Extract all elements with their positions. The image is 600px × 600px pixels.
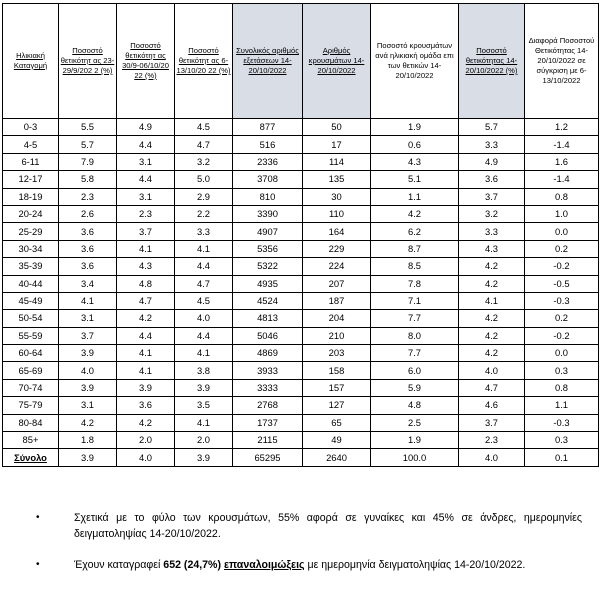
column-header-text: Ποσοστό κρουσμάτων ανά ηλικιακή ομάδα επι των θετικών 14-20/10/2022 [375,41,454,80]
value-cell: 516 [233,136,303,153]
value-cell: 3.7 [117,223,175,240]
value-cell: 17 [303,136,371,153]
value-cell: 4.3 [371,153,459,170]
value-cell: 7.7 [371,310,459,327]
value-cell: 3.6 [117,397,175,414]
value-cell: 2336 [233,153,303,170]
value-cell: 3.9 [59,345,117,362]
value-cell: 4.2 [59,414,117,431]
value-cell: 3.1 [117,188,175,205]
table-row [3,327,599,344]
value-cell: 1.1 [525,397,599,414]
table-row [3,379,599,396]
value-cell: 1.6 [525,153,599,170]
value-cell: 3.4 [59,275,117,292]
value-cell: 110 [303,205,371,222]
column-header-5 [303,4,371,119]
value-cell: 4.7 [459,379,525,396]
value-cell: 2.0 [175,432,233,449]
age-group-cell: 50-54 [3,310,59,327]
value-cell: -0.2 [525,258,599,275]
table-row [3,397,599,414]
value-cell: 3333 [233,379,303,396]
value-cell: 3.6 [59,223,117,240]
age-group-cell: 4-5 [3,136,59,153]
value-cell: 1.0 [525,205,599,222]
value-cell: 1.8 [59,432,117,449]
age-group-cell: 45-49 [3,292,59,309]
value-cell: 3.9 [59,379,117,396]
total-value-cell: 65295 [233,449,303,466]
value-cell: 810 [233,188,303,205]
value-cell: 4.1 [117,362,175,379]
value-cell: 4813 [233,310,303,327]
value-cell: 229 [303,240,371,257]
value-cell: 4.4 [117,136,175,153]
value-cell: 30 [303,188,371,205]
reinfection-term: επαναλοιμώξεις [223,559,305,571]
value-cell: 4.9 [459,153,525,170]
value-cell: 4.1 [175,414,233,431]
column-header-2 [117,4,175,119]
value-cell: 127 [303,397,371,414]
value-cell: 1.2 [525,119,599,136]
value-cell: 0.0 [525,345,599,362]
value-cell: 157 [303,379,371,396]
table-body [3,119,599,467]
value-cell: 5046 [233,327,303,344]
value-cell: 5356 [233,240,303,257]
value-cell: 4.8 [117,275,175,292]
value-cell: 4.4 [117,327,175,344]
table-row [3,119,599,136]
reinfection-suffix: με ημερομηνία δειγματοληψίας 14-20/10/2022. [304,559,526,571]
value-cell: 50 [303,119,371,136]
value-cell: 4.1 [175,240,233,257]
value-cell: 7.9 [59,153,117,170]
total-row [3,449,599,466]
value-cell: 7.8 [371,275,459,292]
value-cell: 4.1 [117,345,175,362]
total-value-cell: 4.0 [459,449,525,466]
value-cell: 4.4 [175,327,233,344]
value-cell: 3.1 [59,397,117,414]
table-row [3,240,599,257]
value-cell: 4.5 [175,292,233,309]
table-row [3,258,599,275]
value-cell: 1.1 [371,188,459,205]
value-cell: 114 [303,153,371,170]
value-cell: 0.8 [525,379,599,396]
value-cell: 3.1 [59,310,117,327]
table-row [3,310,599,327]
value-cell: 3.7 [459,414,525,431]
value-cell: -1.4 [525,171,599,188]
total-value-cell: 3.9 [175,449,233,466]
column-header-4 [233,4,303,119]
age-group-cell: 20-24 [3,205,59,222]
value-cell: 65 [303,414,371,431]
age-group-cell: 80-84 [3,414,59,431]
value-cell: 4.0 [59,362,117,379]
value-cell: 1.9 [371,432,459,449]
value-cell: 3708 [233,171,303,188]
value-cell: -0.5 [525,275,599,292]
value-cell: 1737 [233,414,303,431]
table-row [3,432,599,449]
value-cell: 4.8 [371,397,459,414]
value-cell: 204 [303,310,371,327]
column-header-3 [175,4,233,119]
table-row [3,292,599,309]
table-row [3,153,599,170]
table-row [3,223,599,240]
age-group-cell: 65-69 [3,362,59,379]
value-cell: 2.3 [117,205,175,222]
table-row [3,275,599,292]
value-cell: 4.1 [117,240,175,257]
value-cell: 2.2 [175,205,233,222]
table-row [3,345,599,362]
value-cell: 3.8 [175,362,233,379]
value-cell: -1.4 [525,136,599,153]
age-group-cell: 18-19 [3,188,59,205]
value-cell: 0.2 [525,310,599,327]
value-cell: 164 [303,223,371,240]
column-header-text: Διαφορά Ποσοστού Θετικότητας 14-20/10/2022 σε σύγκριση με 6-13/10/2022 [528,36,595,85]
value-cell: 2.3 [459,432,525,449]
age-group-cell: 70-74 [3,379,59,396]
column-header-1 [59,4,117,119]
value-cell: 3.3 [175,223,233,240]
value-cell: 4.7 [175,275,233,292]
total-value-cell: 100.0 [371,449,459,466]
gender-text: Σχετικά με το φύλο των κρουσμάτων, 55% αφορά σε γυναίκες και 45% σε άνδρες, ημερομηνίες δειγματοληψίας 14-20/10/2022. [74,512,582,540]
value-cell: 4.2 [117,414,175,431]
age-group-cell: 35-39 [3,258,59,275]
age-group-cell: 40-44 [3,275,59,292]
value-cell: 2115 [233,432,303,449]
value-cell: -0.3 [525,292,599,309]
total-value-cell: 0.1 [525,449,599,466]
value-cell: 3.1 [117,153,175,170]
reinfection-text [74,557,582,573]
value-cell: 210 [303,327,371,344]
value-cell: 0.3 [525,362,599,379]
value-cell: 2.9 [175,188,233,205]
total-value-cell: 2640 [303,449,371,466]
value-cell: 4935 [233,275,303,292]
bullet-dot: • [36,559,40,570]
total-value-cell: 3.9 [59,449,117,466]
age-group-cell: 85+ [3,432,59,449]
value-cell: 5322 [233,258,303,275]
value-cell: 3.6 [59,240,117,257]
value-cell: 5.7 [59,136,117,153]
reinfection-prefix: Έχουν καταγραφεί [74,559,164,571]
column-header-7 [459,4,525,119]
age-group-cell: 55-59 [3,327,59,344]
value-cell: 8.5 [371,258,459,275]
value-cell: 3.7 [459,188,525,205]
value-cell: 3.9 [117,379,175,396]
value-cell: 2.3 [59,188,117,205]
value-cell: 0.2 [525,240,599,257]
value-cell: 2.6 [59,205,117,222]
column-header-8 [525,4,599,119]
value-cell: 224 [303,258,371,275]
column-header-6 [371,4,459,119]
value-cell: -0.3 [525,414,599,431]
value-cell: 8.0 [371,327,459,344]
value-cell: 4.0 [459,362,525,379]
value-cell: 5.5 [59,119,117,136]
value-cell: 1.9 [371,119,459,136]
column-header-text: Ποσοστό θετικότητ ας 23-29/9/202 2 (%) [60,46,115,75]
column-header-0 [3,4,59,119]
table-row [3,171,599,188]
value-cell: 4869 [233,345,303,362]
value-cell: 207 [303,275,371,292]
value-cell: 5.9 [371,379,459,396]
value-cell: 4.2 [459,258,525,275]
value-cell: 3.9 [175,379,233,396]
value-cell: 3.2 [175,153,233,170]
value-cell: 7.1 [371,292,459,309]
value-cell: 4.2 [459,327,525,344]
value-cell: 8.7 [371,240,459,257]
column-header-text: Ποσοστό θετικότητ ας 6-13/10/20 22 (%) [176,46,231,75]
value-cell: 4.1 [459,292,525,309]
age-group-cell: 25-29 [3,223,59,240]
bullet-dot: • [36,512,40,523]
value-cell: 4.2 [117,310,175,327]
value-cell: 3.6 [459,171,525,188]
value-cell: 4.3 [459,240,525,257]
table-row [3,188,599,205]
total-label-cell: Σύνολο [3,449,59,466]
value-cell: 0.3 [525,432,599,449]
value-cell: 4.4 [117,171,175,188]
value-cell: 135 [303,171,371,188]
value-cell: 6.2 [371,223,459,240]
column-header-text: Συνολικός αριθμός εξετάσεων 14-20/10/2022 [236,46,299,75]
value-cell: 3.3 [459,136,525,153]
value-cell: 158 [303,362,371,379]
value-cell: 4.4 [175,258,233,275]
table-row [3,362,599,379]
value-cell: 0.8 [525,188,599,205]
value-cell: 4.2 [459,275,525,292]
table-header-row [3,4,599,119]
value-cell: 4.5 [175,119,233,136]
value-cell: 5.0 [175,171,233,188]
value-cell: 0.6 [371,136,459,153]
value-cell: 5.1 [371,171,459,188]
value-cell: 4.7 [175,136,233,153]
statistics-table [2,3,599,467]
value-cell: 4.0 [175,310,233,327]
total-value-cell: 4.0 [117,449,175,466]
age-group-cell: 60-64 [3,345,59,362]
table-row [3,414,599,431]
value-cell: 4.9 [117,119,175,136]
value-cell: 3.2 [459,205,525,222]
table-row [3,205,599,222]
value-cell: 4.2 [459,310,525,327]
value-cell: 4524 [233,292,303,309]
value-cell: 4907 [233,223,303,240]
age-group-cell: 12-17 [3,171,59,188]
value-cell: 203 [303,345,371,362]
value-cell: 4.2 [459,345,525,362]
age-group-cell: 0-3 [3,119,59,136]
value-cell: 3.5 [175,397,233,414]
value-cell: 7.7 [371,345,459,362]
age-group-cell: 30-34 [3,240,59,257]
value-cell: 4.3 [117,258,175,275]
value-cell: -0.2 [525,327,599,344]
value-cell: 877 [233,119,303,136]
value-cell: 6.0 [371,362,459,379]
value-cell: 3.7 [59,327,117,344]
age-group-cell: 6-11 [3,153,59,170]
column-header-text: Ποσοστό θετικότητας 14-20/10/2022 (%) [465,46,518,75]
value-cell: 4.6 [459,397,525,414]
value-cell: 2768 [233,397,303,414]
value-cell: 3390 [233,205,303,222]
value-cell: 3.6 [59,258,117,275]
reinfection-count: 652 (24,7%) [163,559,222,571]
age-group-cell: 75-79 [3,397,59,414]
column-header-text: Ηλικιακή Καταγομή [13,51,48,70]
value-cell: 2.5 [371,414,459,431]
value-cell: 5.7 [459,119,525,136]
value-cell: 3.3 [459,223,525,240]
value-cell: 187 [303,292,371,309]
column-header-text: Ποσοστό θετικότητ ας 30/9-06/10/20 22 (%) [122,41,169,80]
table-row [3,136,599,153]
value-cell: 4.2 [371,205,459,222]
value-cell: 2.0 [117,432,175,449]
value-cell: 4.1 [175,345,233,362]
value-cell: 4.7 [117,292,175,309]
value-cell: 4.1 [59,292,117,309]
value-cell: 49 [303,432,371,449]
value-cell: 0.0 [525,223,599,240]
value-cell: 3933 [233,362,303,379]
value-cell: 5.8 [59,171,117,188]
column-header-text: Αριθμός κρουσμάτων 14-20/10/2022 [308,46,365,75]
